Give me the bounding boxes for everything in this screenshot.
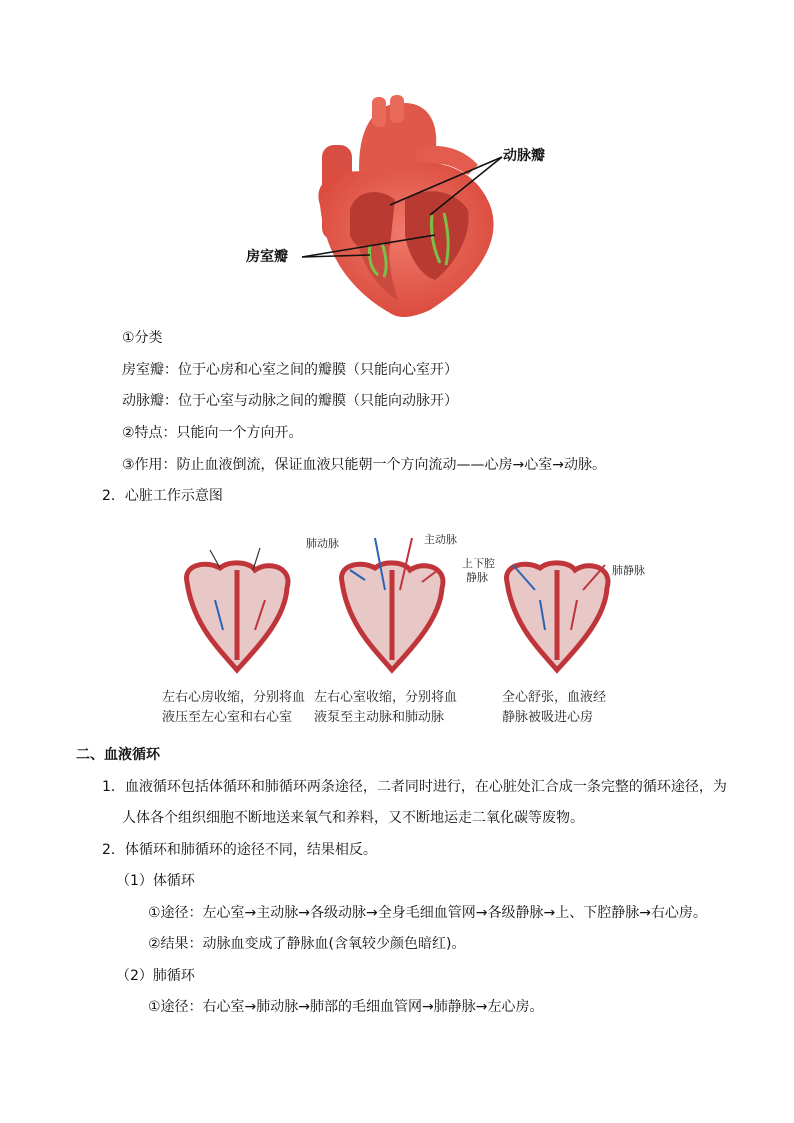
caption-2-line1: 左右心室收缩，分别将血 <box>314 690 458 705</box>
vena-cava-label-line1: 上下腔 <box>462 557 495 570</box>
diagram-atria-contract <box>187 548 288 670</box>
caption-3-line2: 静脉被吸进心房 <box>502 710 594 725</box>
aorta-label: 主动脉 <box>424 533 457 546</box>
caption-1-line2: 液压至左心室和右心室 <box>162 710 293 725</box>
vena-cava-label-line2: 静脉 <box>466 571 488 584</box>
pulmonary-artery-label: 肺动脉 <box>306 537 339 550</box>
systemic-result: ②结果：动脉血变成了静脉血(含氧较少颜色暗红)。 <box>148 936 466 952</box>
caption-2-line2: 液泵至主动脉和肺动脉 <box>314 710 445 725</box>
heart-work-figure <box>175 530 675 680</box>
function-text: ③作用：防止血液倒流，保证血液只能朝一个方向流动——心房→心室→动脉。 <box>122 457 607 473</box>
para-1-line1: 1．血液循环包括体循环和肺循环两条途径，二者同时进行，在心脏处汇合成一条完整的循环途径，为 <box>102 779 727 795</box>
diagram-ventricles-contract <box>342 538 443 670</box>
av-valve-label: 房室瓣 <box>246 249 288 265</box>
arterial-valve-definition: 动脉瓣：位于心室与动脉之间的瓣膜（只能向动脉开） <box>122 393 458 409</box>
pulmonary-vein-label: 肺静脉 <box>612 564 645 577</box>
arterial-valve-label: 动脉瓣 <box>503 148 545 164</box>
systemic-path: ①途径：左心室→主动脉→各级动脉→全身毛细血管网→各级静脉→上、下腔静脉→右心房。 <box>148 905 707 921</box>
pulmonary-circulation-heading: （2）肺循环 <box>116 968 195 984</box>
diagram-diastole <box>507 563 608 670</box>
para-1-line2: 人体各个组织细胞不断地送来氧气和养料，又不断地运走二氧化碳等废物。 <box>122 810 584 826</box>
section-2-heading: 二、血液循环 <box>76 747 160 763</box>
caption-3-line1: 全心舒张，血液经 <box>502 690 607 705</box>
feature-text: ②特点：只能向一个方向开。 <box>122 425 303 441</box>
heart-work-diagrams <box>175 530 675 680</box>
para-2: 2．体循环和肺循环的途径不同，结果相反。 <box>102 842 377 858</box>
av-valve-definition: 房室瓣：位于心房和心室之间的瓣膜（只能向心室开） <box>122 362 458 378</box>
heart-figure <box>240 95 560 325</box>
systemic-circulation-heading: （1）体循环 <box>116 873 195 889</box>
pulmonary-path: ①途径：右心室→肺动脉→肺部的毛细血管网→肺静脉→左心房。 <box>148 999 544 1015</box>
caption-1-line1: 左右心房收缩，分别将血 <box>162 690 306 705</box>
classify-heading: ①分类 <box>122 330 163 346</box>
heart-illustration <box>240 95 560 325</box>
item-2-heading: 2．心脏工作示意图 <box>102 488 223 504</box>
